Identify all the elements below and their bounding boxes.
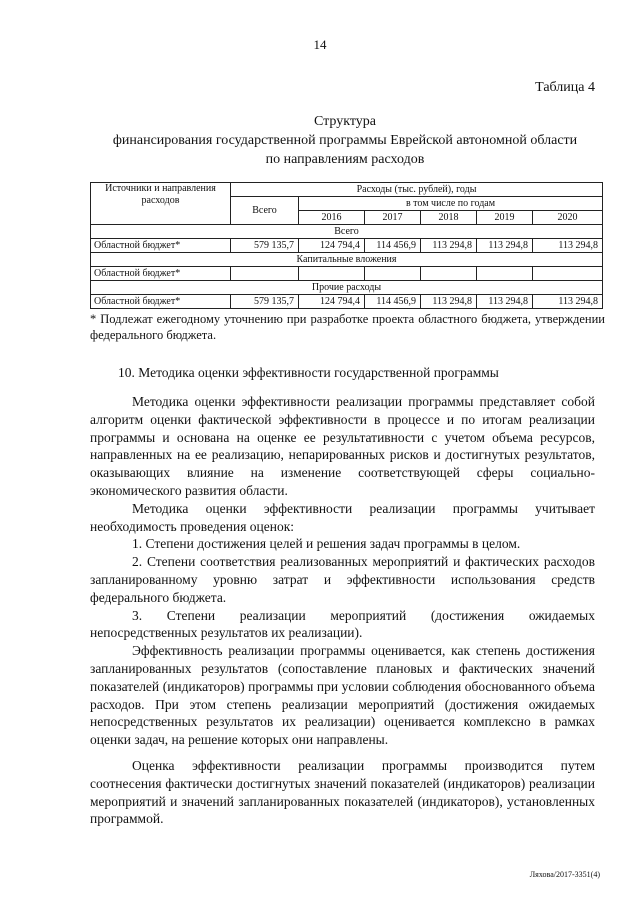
year-header: 2019 bbox=[477, 211, 533, 225]
value-2017: 114 456,9 bbox=[365, 295, 421, 309]
value-2020: 113 294,8 bbox=[533, 239, 603, 253]
value-2017: 114 456,9 bbox=[365, 239, 421, 253]
value-2016: 124 794,4 bbox=[299, 295, 365, 309]
paragraph: Эффективность реализации программы оценивается, как степень достижения запланированных результатов (сопоставление плановых и фактических значений показателей (индикаторов) программы при условии соблюдения обоснованного объема расходов. При этом степень реализации мероприятий (достижения ожидаемых непосредственных результатов их реализации) оценивается комплексно в рамках оценки задач, на решение которых они направлены. bbox=[90, 643, 595, 748]
row-label: Областной бюджет* bbox=[91, 267, 231, 281]
value-2020: 113 294,8 bbox=[533, 295, 603, 309]
row-label: Областной бюджет* bbox=[91, 295, 231, 309]
value-total bbox=[231, 267, 299, 281]
section-heading: 10. Методика оценки эффективности государственной программы bbox=[118, 365, 499, 380]
header-expenses: Расходы (тыс. рублей), годы bbox=[231, 183, 603, 197]
section-title: Капитальные вложения bbox=[91, 253, 603, 267]
table-row bbox=[91, 267, 603, 281]
value-2018: 113 294,8 bbox=[421, 295, 477, 309]
table-label: Таблица 4 bbox=[535, 80, 595, 95]
section-title: Прочие расходы bbox=[91, 281, 603, 295]
title-line: по направлениям расходов bbox=[265, 152, 425, 167]
table-row bbox=[91, 239, 603, 253]
value-2020 bbox=[533, 267, 603, 281]
value-2018: 113 294,8 bbox=[421, 239, 477, 253]
value-2019: 113 294,8 bbox=[477, 295, 533, 309]
list-item: 2. Степени соответствия реализованных мероприятий и фактических расходов запланированному уровню затрат и эффективности использования средств федерального бюджета. bbox=[90, 554, 595, 605]
year-header: 2017 bbox=[365, 211, 421, 225]
value-2018 bbox=[421, 267, 477, 281]
title-line: финансирования государственной программы Еврейской автономной области bbox=[112, 133, 578, 148]
header-including: в том числе по годам bbox=[299, 197, 603, 211]
value-2017 bbox=[365, 267, 421, 281]
value-2019 bbox=[477, 267, 533, 281]
body-text bbox=[90, 393, 595, 828]
list-item: 1. Степени достижения целей и решения задач программы в целом. bbox=[132, 536, 521, 552]
document-code: Ляхова/2017-3351(4) bbox=[529, 870, 600, 879]
header-sources: Источники и направления расходов bbox=[91, 183, 231, 225]
paragraph: Методика оценки эффективности реализации программы представляет собой алгоритм оценки фактической эффективности в процессе и по итогам реализации программы и основана на оценке ее результативности с учетом объема ресурсов, направленных на ее реализацию, непарированных рисков и достигнутых результатов, оказывающих влияние на изменение соответствующей сферы социально-экономического развития области. bbox=[90, 394, 595, 498]
paragraph: Оценка эффективности реализации программы производится путем соотнесения фактически достигнутых значений показателей (индикаторов) реализации мероприятий и значений запланированных показателей (индикаторов), установленных программой. bbox=[90, 757, 595, 827]
section-title: Всего bbox=[91, 225, 603, 239]
value-2016: 124 794,4 bbox=[299, 239, 365, 253]
row-label: Областной бюджет* bbox=[91, 239, 231, 253]
page-number: 14 bbox=[313, 37, 327, 52]
value-2019: 113 294,8 bbox=[477, 239, 533, 253]
header-total: Всего bbox=[231, 197, 299, 225]
financing-table bbox=[90, 182, 603, 309]
value-total: 579 135,7 bbox=[231, 239, 299, 253]
value-2016 bbox=[299, 267, 365, 281]
title-line: Структура bbox=[313, 114, 377, 129]
paragraph: Методика оценки эффективности реализации программы учитывает необходимость проведения оценок: bbox=[90, 500, 595, 534]
table-footnote: * Подлежат ежегодному уточнению при разработке проекта областного бюджета, утверждении федерального бюджета. bbox=[90, 312, 605, 342]
list-item: 3. Степени реализации мероприятий (достижения ожидаемых непосредственных результатов их реализации). bbox=[90, 607, 595, 641]
value-total: 579 135,7 bbox=[231, 295, 299, 309]
year-header: 2020 bbox=[533, 211, 603, 225]
table-row bbox=[91, 295, 603, 309]
year-header: 2018 bbox=[421, 211, 477, 225]
year-header: 2016 bbox=[299, 211, 365, 225]
table-title bbox=[0, 112, 640, 169]
